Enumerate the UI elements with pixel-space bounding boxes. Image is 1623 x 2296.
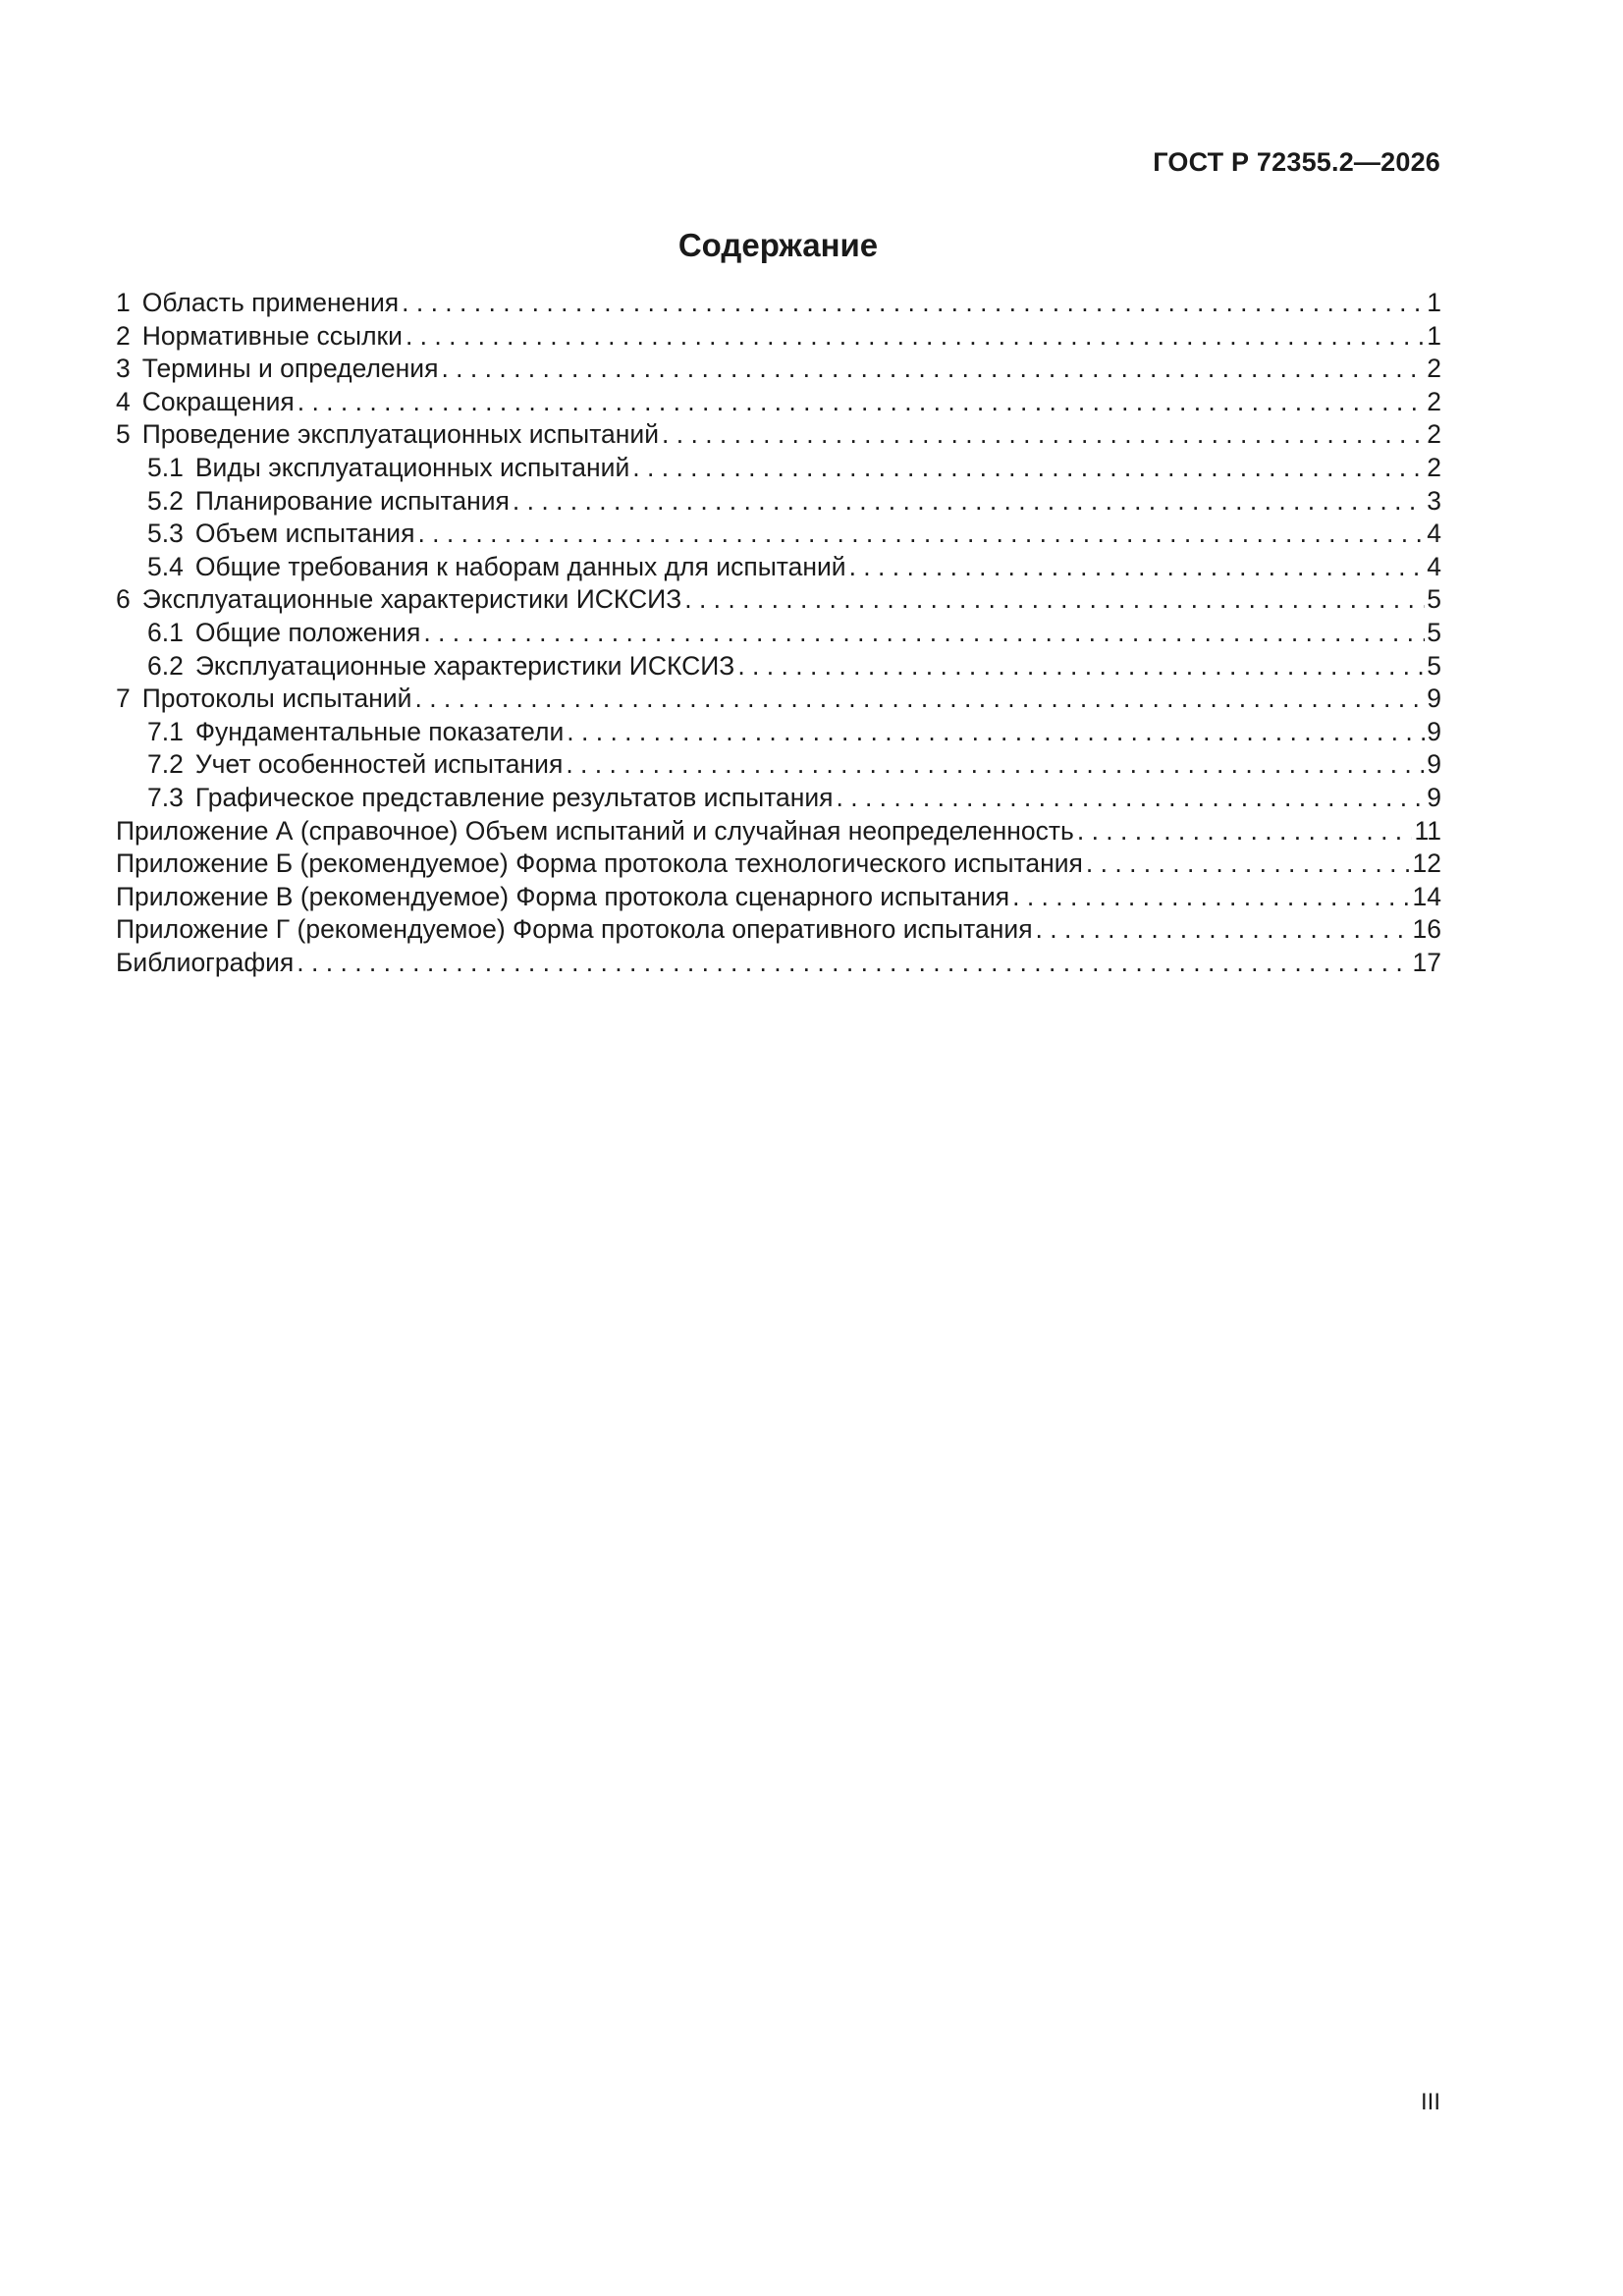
toc-entry-number: 7.3 <box>147 782 184 812</box>
toc-dot-leader <box>566 748 1425 782</box>
toc-entry-page: 4 <box>1427 519 1441 549</box>
toc-entry-number: 2 <box>116 320 131 351</box>
toc-entry-number: 1 <box>116 288 131 317</box>
toc-entry-number: 7.2 <box>147 749 184 780</box>
toc-entry[interactable] <box>116 617 1441 650</box>
toc-entry-page: 12 <box>1412 848 1441 879</box>
toc-entry-page: 16 <box>1412 914 1441 945</box>
toc-entry-number: 6.2 <box>147 650 184 681</box>
toc-dot-leader <box>837 782 1426 815</box>
toc-dot-leader <box>1086 847 1411 881</box>
toc-dot-leader <box>513 485 1425 519</box>
toc-entry[interactable] <box>116 683 1441 716</box>
toc-entry-label: Приложение В (рекомендуемое) Форма протокола сценарного испытания <box>116 881 1010 911</box>
toc-entry-page: 9 <box>1427 716 1441 746</box>
toc-entry[interactable] <box>116 782 1441 815</box>
toc-entry[interactable] <box>116 881 1441 914</box>
toc-entry-label: Эксплуатационные характеристики ИСКСИЗ <box>141 584 682 615</box>
toc-entry[interactable] <box>116 650 1441 683</box>
toc-entry-number: 5.3 <box>147 519 184 549</box>
toc-entry[interactable] <box>116 518 1441 551</box>
toc-entry-number: 6 <box>116 584 131 615</box>
toc-entry-page: 2 <box>1427 419 1441 450</box>
toc-dot-leader <box>684 583 1425 617</box>
toc-entry-number: 3 <box>116 354 131 384</box>
toc-entry-page: 1 <box>1427 288 1441 317</box>
toc-entry[interactable] <box>116 947 1441 980</box>
toc-entry-label: Сокращения <box>141 386 295 416</box>
document-code-header: ГОСТ Р 72355.2—2026 <box>1153 147 1440 177</box>
toc-entry-page: 3 <box>1427 485 1441 516</box>
toc-entry-page: 14 <box>1412 881 1441 911</box>
toc-dot-leader <box>632 452 1425 485</box>
toc-dot-leader <box>849 551 1426 584</box>
toc-dot-leader <box>1077 815 1413 848</box>
toc-dot-leader <box>1012 881 1410 914</box>
toc-entry-page: 9 <box>1427 683 1441 714</box>
toc-entry-label: Термины и определения <box>141 354 439 384</box>
toc-entry-label: Приложение Г (рекомендуемое) Форма протокола оперативного испытания <box>116 914 1033 945</box>
toc-entry-label: Общие положения <box>194 617 421 647</box>
toc-dot-leader <box>1036 913 1411 947</box>
toc-entry-page: 2 <box>1427 452 1441 482</box>
toc-entry-label: Приложение Б (рекомендуемое) Форма протокола технологического испытания <box>116 848 1083 879</box>
toc-entry[interactable] <box>116 353 1441 386</box>
toc-dot-leader <box>423 617 1425 650</box>
toc-dot-leader <box>402 287 1425 320</box>
toc-entry[interactable] <box>116 551 1441 584</box>
toc-entry-page: 4 <box>1427 551 1441 581</box>
toc-dot-leader <box>441 353 1425 386</box>
toc-entry-label: Общие требования к наборам данных для испытаний <box>194 551 846 581</box>
toc-entry-page: 5 <box>1427 617 1441 647</box>
toc-entry[interactable] <box>116 815 1441 848</box>
toc-entry-number: 5.1 <box>147 452 184 482</box>
toc-entry-number: 4 <box>116 386 131 416</box>
toc-entry-page: 5 <box>1427 584 1441 615</box>
toc-dot-leader <box>417 518 1425 551</box>
toc-entry-label: Приложение А (справочное) Объем испытаний и случайная неопределенность <box>116 815 1074 846</box>
toc-entry-page: 1 <box>1427 320 1441 351</box>
toc-entry-number: 5.2 <box>147 485 184 516</box>
toc-entry-label: Фундаментальные показатели <box>194 716 565 746</box>
toc-entry-number: 6.1 <box>147 617 184 647</box>
toc-dot-leader <box>414 683 1425 716</box>
toc-entry-label: Протоколы испытаний <box>141 683 412 714</box>
toc-entry[interactable] <box>116 452 1441 485</box>
table-of-contents <box>116 287 1441 979</box>
toc-entry-label: Планирование испытания <box>194 485 510 516</box>
toc-entry[interactable] <box>116 386 1441 419</box>
toc-entry-label: Область применения <box>141 288 400 317</box>
toc-entry[interactable] <box>116 287 1441 320</box>
toc-entry-label: Проведение эксплуатационных испытаний <box>141 419 660 450</box>
page-number: III <box>1420 2089 1440 2115</box>
toc-dot-leader <box>662 418 1425 452</box>
toc-entry-page: 9 <box>1427 749 1441 780</box>
toc-entry-page: 2 <box>1427 386 1441 416</box>
toc-entry[interactable] <box>116 583 1441 617</box>
toc-entry[interactable] <box>116 913 1441 947</box>
toc-entry-label: Графическое представление результатов испытания <box>194 782 834 812</box>
toc-entry-page: 17 <box>1412 947 1441 977</box>
toc-dot-leader <box>737 650 1425 683</box>
toc-entry[interactable] <box>116 748 1441 782</box>
toc-entry-number: 7.1 <box>147 716 184 746</box>
toc-entry-page: 11 <box>1414 815 1441 846</box>
toc-entry-page: 2 <box>1427 354 1441 384</box>
toc-entry-label: Библиография <box>116 947 295 977</box>
toc-entry-label: Объем испытания <box>194 519 415 549</box>
toc-entry-number: 7 <box>116 683 131 714</box>
toc-entry[interactable] <box>116 320 1441 354</box>
toc-entry[interactable] <box>116 847 1441 881</box>
toc-entry-number: 5 <box>116 419 131 450</box>
toc-dot-leader <box>298 386 1426 419</box>
toc-entry-page: 9 <box>1427 782 1441 812</box>
toc-entry-label: Виды эксплуатационных испытаний <box>194 452 630 482</box>
toc-entry-label: Нормативные ссылки <box>141 320 403 351</box>
toc-entry[interactable] <box>116 716 1441 749</box>
toc-dot-leader <box>297 947 1410 980</box>
toc-entry-page: 5 <box>1427 650 1441 681</box>
toc-entry-label: Учет особенностей испытания <box>194 749 564 780</box>
toc-dot-leader <box>406 320 1425 354</box>
toc-entry[interactable] <box>116 418 1441 452</box>
toc-entry[interactable] <box>116 485 1441 519</box>
toc-entry-number: 5.4 <box>147 551 184 581</box>
page-title: Содержание <box>677 227 879 263</box>
toc-dot-leader <box>567 716 1425 749</box>
toc-entry-label: Эксплуатационные характеристики ИСКСИЗ <box>194 650 735 681</box>
